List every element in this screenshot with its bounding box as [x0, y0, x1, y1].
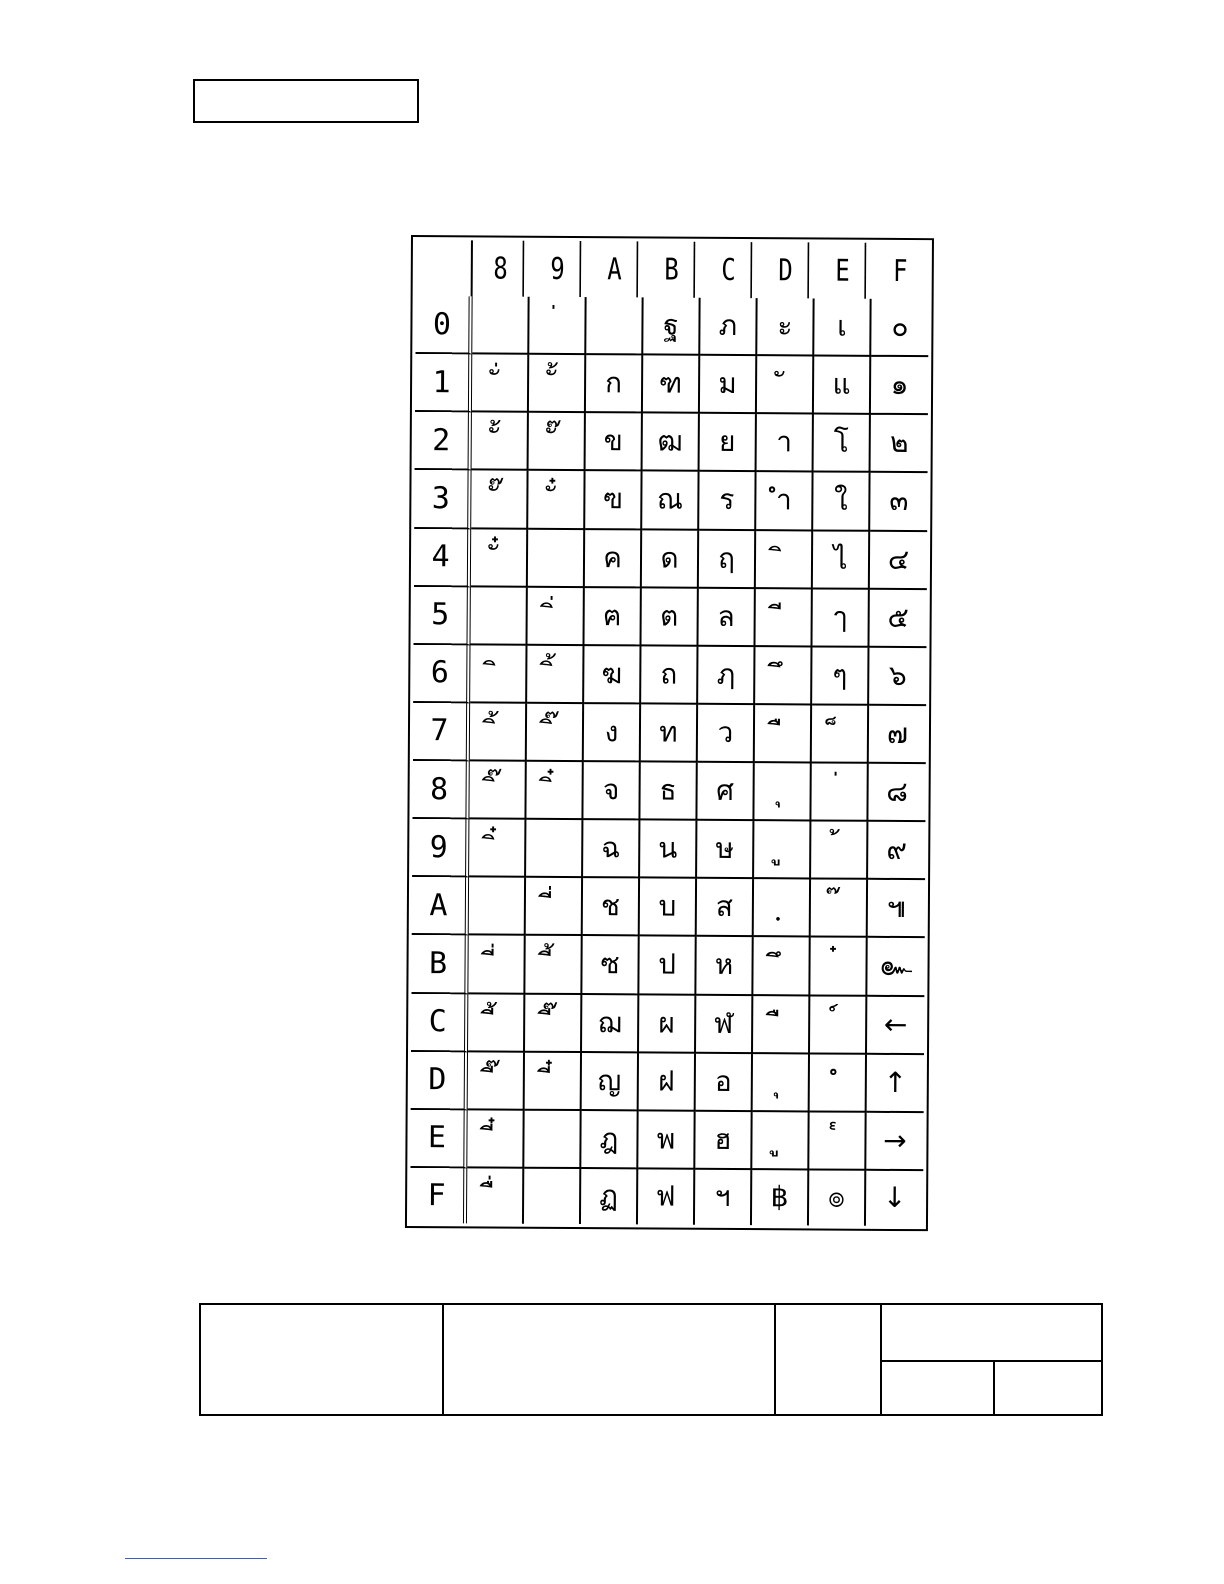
code-cell: ี้: [468, 994, 525, 1052]
code-cell: ู: [752, 1112, 809, 1170]
code-cell: ๓: [870, 473, 927, 531]
table-row: [411, 935, 924, 996]
code-cell: น: [640, 821, 697, 879]
column-header-row: [416, 240, 929, 299]
code-cell: ำ: [756, 472, 813, 530]
footer-rule: [125, 1558, 267, 1559]
table-row: [415, 412, 928, 473]
code-cell: ั๊: [471, 471, 528, 529]
row-header-5: 5: [413, 587, 470, 645]
code-cell: ฺ: [754, 879, 811, 937]
code-cell: ิ๋: [469, 819, 526, 877]
code-cell: ุ: [753, 1054, 810, 1112]
code-cell: ่: [811, 763, 868, 821]
code-cell: ต: [641, 588, 698, 646]
code-cell: ก: [586, 355, 643, 413]
row-header-7: 7: [413, 703, 470, 761]
code-cell: โ: [814, 415, 871, 473]
table-body: [410, 296, 929, 1226]
table-row: [412, 877, 925, 938]
code-cell: ผ: [639, 995, 696, 1053]
code-cell: อ: [696, 1053, 753, 1111]
code-cell: ึ: [753, 937, 810, 995]
code-cell: ์: [810, 996, 867, 1054]
title-block-divider: [993, 1360, 995, 1414]
column-header-8: 8: [478, 240, 524, 296]
code-cell: ห: [696, 937, 753, 995]
code-cell: ฅ: [584, 588, 641, 646]
code-cell: ด: [642, 530, 699, 588]
table-row: [413, 587, 926, 648]
code-cell: เ: [814, 298, 871, 356]
code-cell: ถ: [641, 646, 698, 704]
code-cell: ง: [584, 704, 641, 762]
code-cell: ๊: [811, 880, 868, 938]
code-cell: ฌ: [582, 995, 639, 1053]
row-header-4: 4: [414, 529, 471, 587]
code-cell: ๒: [871, 415, 928, 473]
code-cell: ญ: [582, 1053, 639, 1111]
title-block-divider: [881, 1360, 1101, 1362]
table-row: [411, 994, 924, 1055]
code-cell: พ: [638, 1111, 695, 1169]
code-cell: ๔: [870, 531, 927, 589]
code-cell: ๕: [869, 589, 926, 647]
code-cell: ฤ: [699, 530, 756, 588]
code-cell: ส: [697, 879, 754, 937]
code-cell: ื: [755, 705, 812, 763]
code-cell: ศ: [697, 763, 754, 821]
code-cell: ๛: [867, 938, 924, 996]
column-header-9: 9: [535, 241, 581, 297]
row-header-1: 1: [415, 354, 472, 412]
code-cell: [526, 820, 583, 878]
code-cell: ี่: [468, 936, 525, 994]
table-row: [414, 529, 927, 590]
row-header-f: F: [410, 1168, 467, 1223]
code-cell: ื: [753, 996, 810, 1054]
row-header-c: C: [411, 994, 468, 1052]
code-cell: ึ: [755, 647, 812, 705]
table-row: [412, 819, 925, 880]
code-cell: ๎: [809, 1112, 866, 1170]
code-cell: ข: [586, 413, 643, 471]
code-cell: ิ้: [470, 703, 527, 761]
code-cell: ี๊: [525, 994, 582, 1052]
code-cell: ู: [754, 821, 811, 879]
code-cell: [524, 1110, 581, 1168]
table-row: [411, 1052, 924, 1113]
code-cell: ฦ: [698, 647, 755, 705]
column-header-a: A: [592, 241, 638, 297]
code-cell: [470, 587, 527, 645]
code-cell: ๚: [868, 880, 925, 938]
code-cell: ุ: [754, 763, 811, 821]
code-cell: →: [866, 1113, 923, 1171]
code-cell: บ: [640, 879, 697, 937]
code-cell: ๐: [871, 299, 928, 357]
code-cell: ิ๊: [527, 704, 584, 762]
code-cell: ภ: [700, 298, 757, 356]
code-cell: ค: [585, 530, 642, 588]
table-row: [415, 354, 928, 415]
code-cell: แ: [814, 357, 871, 415]
title-block-grid: [199, 1303, 1103, 1416]
code-cell: ฒ: [643, 414, 700, 472]
code-cell: ฬ: [696, 995, 753, 1053]
code-cell: ั่: [472, 355, 529, 413]
code-table-grid: [410, 240, 929, 1226]
code-cell: ิ่: [527, 587, 584, 645]
code-cell: ป: [639, 937, 696, 995]
code-cell: [472, 296, 529, 354]
code-cell: ฟ: [638, 1169, 695, 1224]
code-cell: ฑ: [643, 356, 700, 414]
code-cell: ๘: [868, 764, 925, 822]
code-cell: ย: [700, 414, 757, 472]
table-row: [410, 1110, 923, 1171]
code-cell: ่: [529, 297, 586, 355]
code-cell: ธ: [640, 762, 697, 820]
code-cell: ม: [700, 356, 757, 414]
code-cell: ไ: [813, 531, 870, 589]
code-cell: ๆ: [812, 647, 869, 705]
code-cell: ๑: [871, 357, 928, 415]
code-cell: ั๋: [471, 529, 528, 587]
code-cell: ิ: [470, 645, 527, 703]
table-row: [413, 645, 926, 706]
code-cell: ื่: [467, 1168, 524, 1223]
header-label-box: [193, 79, 419, 123]
code-cell: ซ: [582, 936, 639, 994]
code-cell: ี๋: [467, 1110, 524, 1168]
row-header-e: E: [410, 1110, 467, 1168]
column-header-b: B: [649, 241, 695, 297]
table-row: [415, 296, 928, 357]
character-code-table: [405, 235, 934, 1231]
code-cell: ฯ: [695, 1170, 752, 1225]
code-cell: ใ: [813, 473, 870, 531]
code-cell: ฏ: [581, 1169, 638, 1224]
code-cell: ะ: [757, 298, 814, 356]
table-row: [414, 470, 927, 531]
code-cell: ฆ: [584, 646, 641, 704]
column-header-d: D: [763, 242, 809, 298]
code-cell: ี๊: [468, 1052, 525, 1110]
row-header-6: 6: [413, 645, 470, 703]
code-cell: ี๋: [525, 1052, 582, 1110]
column-header-f: F: [892, 253, 908, 289]
column-header-e: E: [820, 243, 866, 299]
code-cell: ร: [699, 472, 756, 530]
column-header-c: C: [706, 242, 752, 298]
title-block-divider: [774, 1305, 776, 1414]
row-header-3: 3: [414, 470, 471, 528]
table-row: [412, 761, 925, 822]
code-cell: [528, 529, 585, 587]
code-cell: ๏: [809, 1170, 866, 1225]
code-cell: ช: [583, 878, 640, 936]
code-cell: ฮ: [695, 1112, 752, 1170]
code-cell: ล: [698, 588, 755, 646]
row-header-d: D: [411, 1052, 468, 1110]
code-cell: ๋: [810, 938, 867, 996]
code-cell: ฎ: [581, 1111, 638, 1169]
code-cell: ฿: [752, 1170, 809, 1225]
code-cell: ้: [811, 822, 868, 880]
code-cell: ษ: [697, 821, 754, 879]
code-cell: ↑: [867, 1054, 924, 1112]
code-cell: ฝ: [639, 1053, 696, 1111]
code-cell: ี่: [526, 878, 583, 936]
row-header-9: 9: [412, 819, 469, 877]
code-cell: า: [757, 414, 814, 472]
code-cell: ็: [812, 705, 869, 763]
code-cell: ณ: [642, 472, 699, 530]
code-cell: ๅ: [812, 589, 869, 647]
title-block-divider: [442, 1305, 444, 1414]
code-cell: ี้: [525, 936, 582, 994]
code-cell: ฃ: [585, 471, 642, 529]
code-cell: ั้: [529, 355, 586, 413]
row-header-a: A: [412, 877, 469, 935]
row-header-2: 2: [415, 412, 472, 470]
code-cell: ิ๋: [526, 762, 583, 820]
code-cell: ๖: [869, 648, 926, 706]
table-corner-cell: [416, 240, 473, 296]
code-cell: ↓: [882, 1181, 907, 1215]
code-cell: จ: [583, 762, 640, 820]
code-cell: [586, 297, 643, 355]
row-header-8: 8: [412, 761, 469, 819]
code-cell: ั: [757, 356, 814, 414]
code-cell: ั๋: [528, 471, 585, 529]
code-cell: ํ: [810, 1054, 867, 1112]
code-cell: ิ๊: [469, 761, 526, 819]
code-cell: ←: [867, 996, 924, 1054]
code-cell: ๗: [869, 706, 926, 764]
code-cell: ท: [641, 704, 698, 762]
code-cell: ิ้: [527, 645, 584, 703]
table-row: [413, 703, 926, 764]
row-header-0: 0: [415, 296, 472, 354]
code-cell: ๙: [868, 822, 925, 880]
code-cell: ี: [755, 589, 812, 647]
code-cell: ั๊: [529, 413, 586, 471]
code-cell: ฐ: [643, 297, 700, 355]
table-row: [410, 1168, 923, 1226]
code-cell: ั้: [472, 413, 529, 471]
code-cell: [469, 878, 526, 936]
code-cell: [524, 1169, 581, 1224]
code-cell: ฉ: [583, 820, 640, 878]
row-header-b: B: [411, 935, 468, 993]
code-cell: ิ: [756, 531, 813, 589]
code-cell: ว: [698, 705, 755, 763]
